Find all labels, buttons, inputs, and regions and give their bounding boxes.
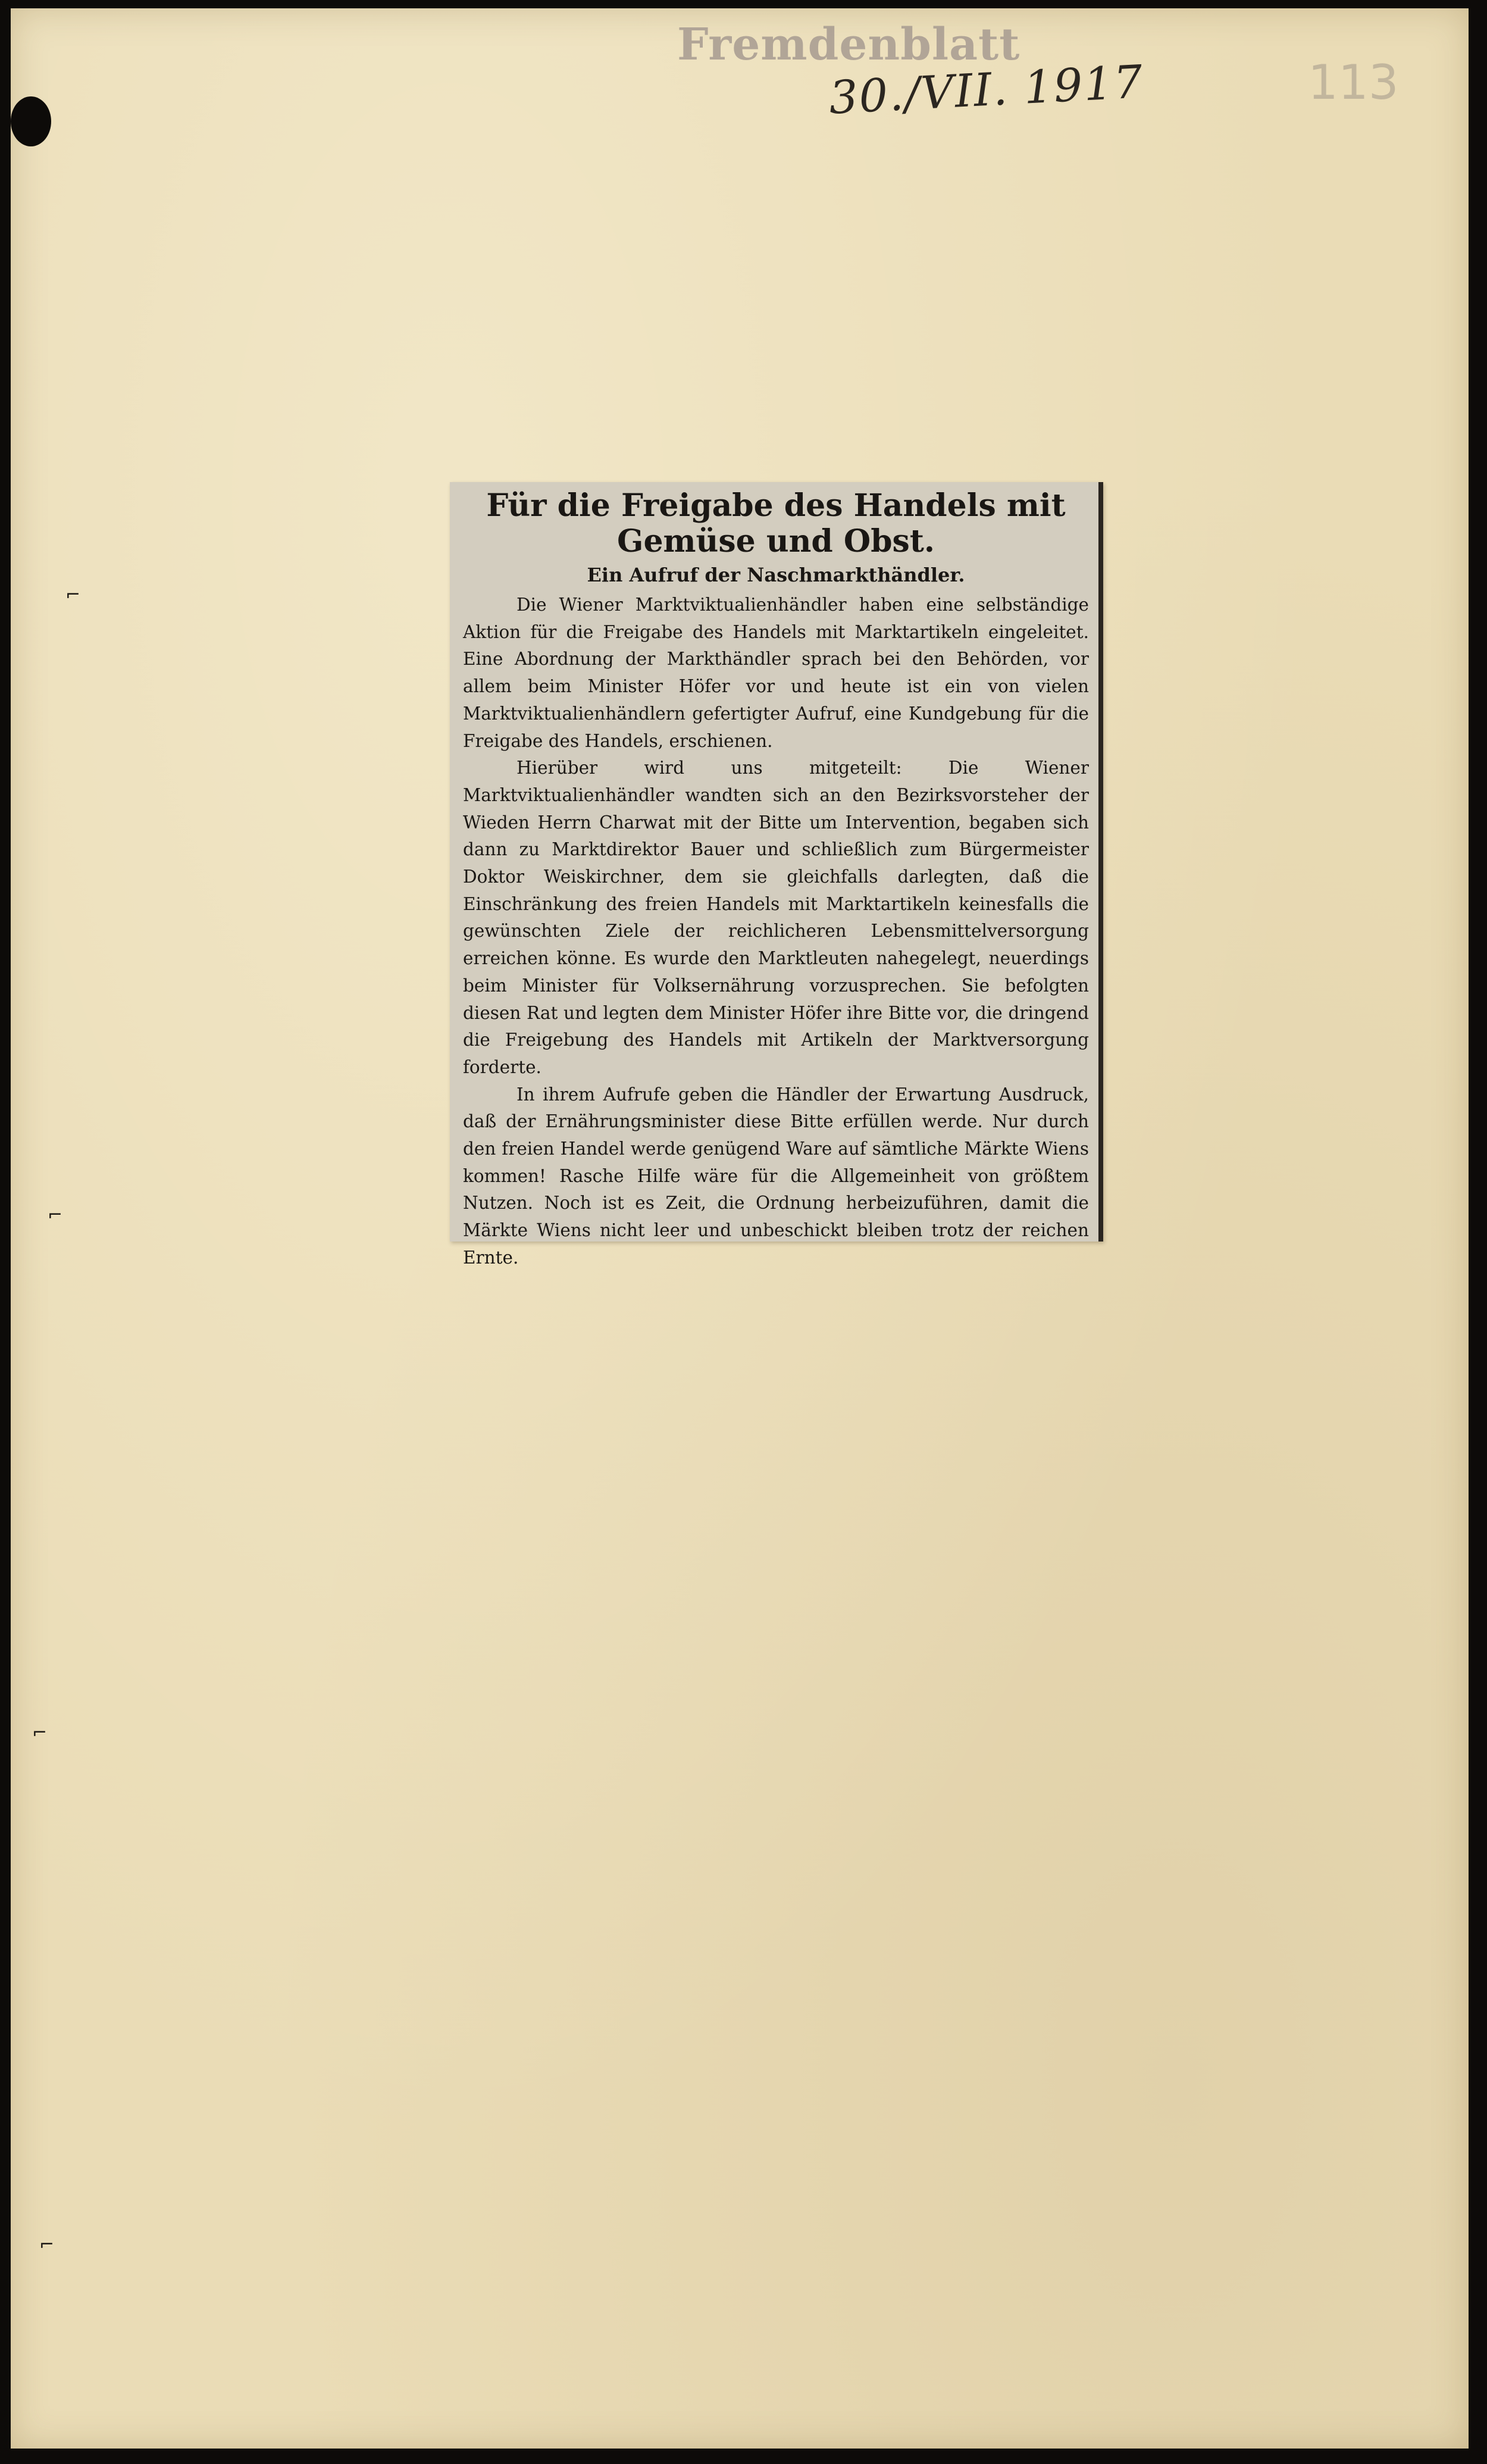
punch-hole [11,96,51,146]
archive-sheet [11,8,1469,2449]
article-paragraph: Hierüber wird uns mitgeteilt: Die Wiener Marktviktualienhändler wandten sich an den Bezirksvorsteher der Wieden Herrn Charwat mit der Bitte um Intervention, begaben sich dann zu Marktdirektor Bauer und schließlich zum Bürgermeister Doktor Weiskirchner, dem sie gleichfalls darlegten, daß die Einschränkung des freien Handels mit Marktartikeln keinesfalls die gewünschten Ziele der reichlicheren Lebensmittelversorgung erreichen könne. Es wurde den Marktleuten nahegelegt, neuerdings beim Minister für Volksernährung vorzusprechen. Sie befolgten diesen Rat und legten dem Minister Höfer ihre Bitte vor, die dringend die Freigebung des Handels mit Artikeln der Marktversorgung forderte. [463,758,1089,1077]
article-subheadline: Ein Aufruf der Naschmarkthändler. [587,564,965,586]
article-headline: Für die Freigabe des Handels mit Gemüse und Obst. [486,487,1066,559]
newspaper-clipping [450,482,1103,1268]
newspaper-stamp: Fremdenblatt [677,19,1020,70]
edge-speck: ⌐ [48,1205,63,1225]
article-paragraph: In ihrem Aufrufe geben die Händler der Erwartung Ausdruck, daß der Ernährungsminister diese Bitte erfüllen werde. Nur durch den freien Handel werde genügend Ware auf sämtliche Märkte Wiens kommen! Rasche Hilfe wäre für die Allgemeinheit von größtem Nutzen. Noch ist es Zeit, die Ordnung herbeizuführen, damit die Märkte Wiens nicht leer und unbeschickt bleiben trotz der reichen Ernte. [463,1084,1089,1268]
edge-speck: ⌐ [65,584,81,605]
article-paragraph: Die Wiener Marktviktualienhändler haben eine selbständige Aktion für die Freigabe des Handels mit Marktartikeln eingeleitet. Eine Abordnung der Markthändler sprach bei den Behörden, vor allem beim Minister Höfer vor und heute ist ein von vielen Marktviktualienhändlern gefertigter Aufruf, eine Kundgebung für die Freigabe des Handels, erschienen. [463,595,1089,751]
edge-speck: ⌐ [39,2234,55,2255]
handwritten-date: 30./VII. 1917 [828,55,1145,124]
pencil-page-number: 113 [1308,55,1399,110]
edge-speck: ⌐ [32,1722,48,1743]
